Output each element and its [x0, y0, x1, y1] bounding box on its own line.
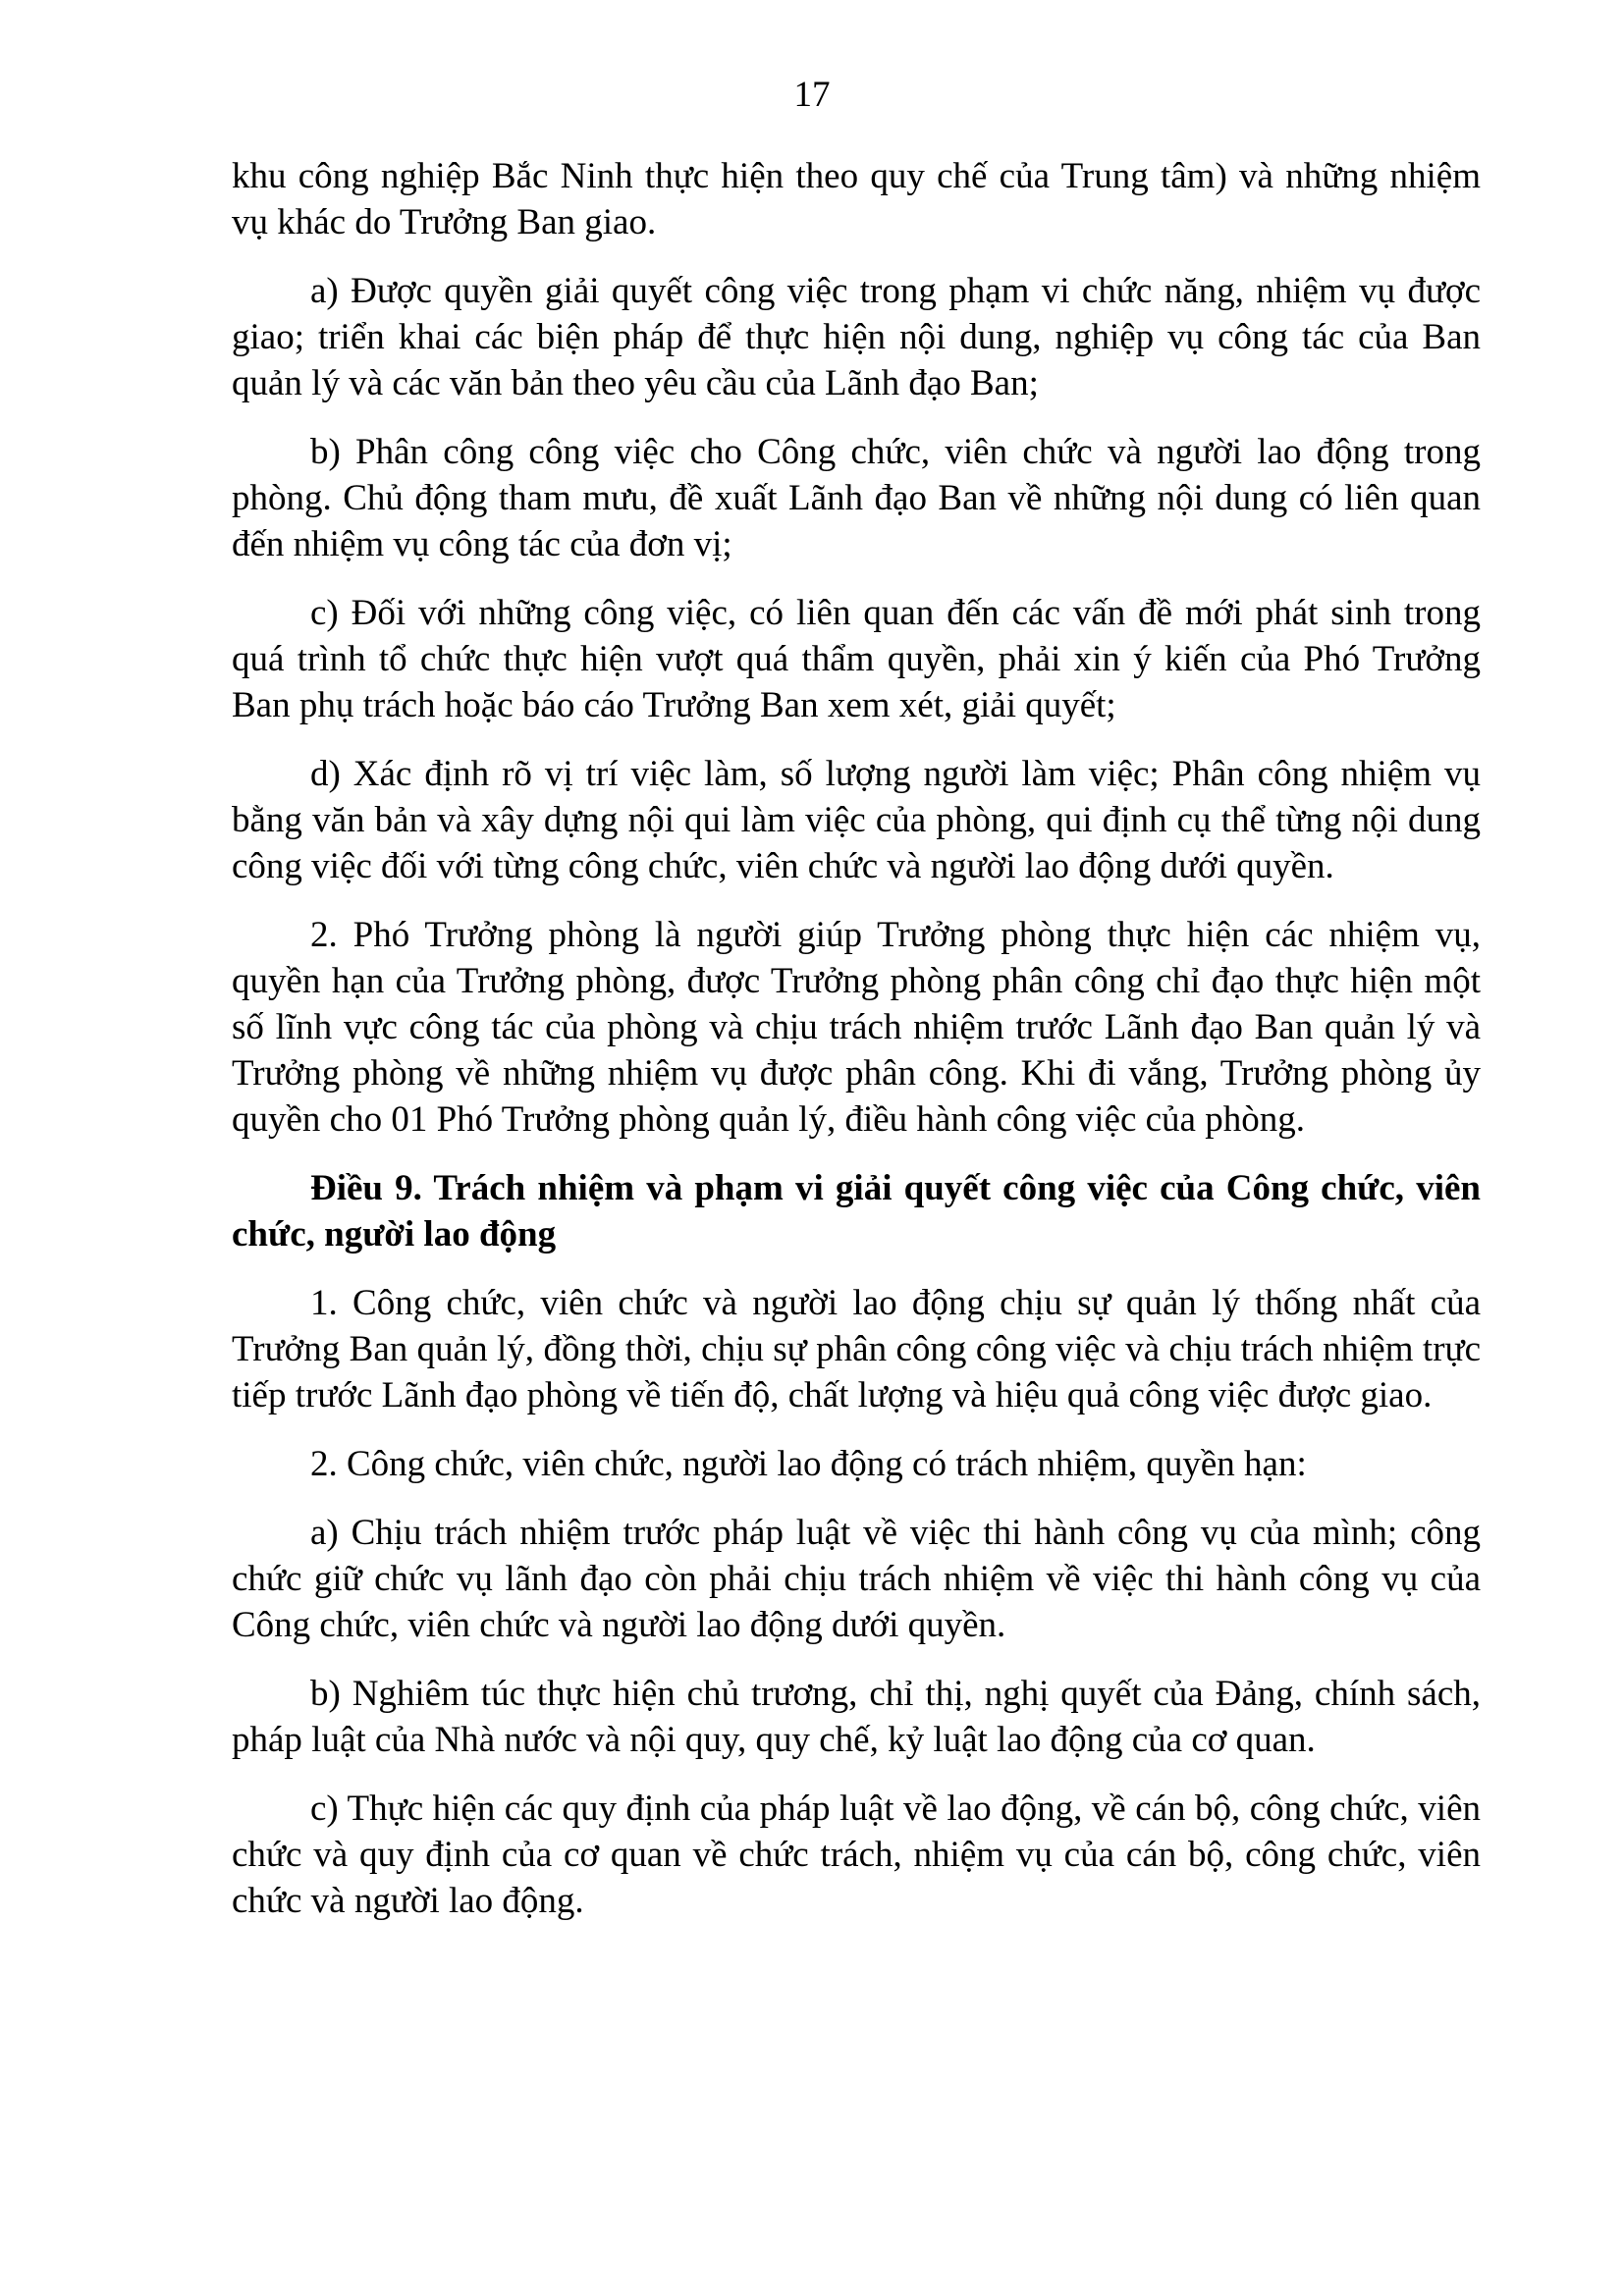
paragraph-item-c: c) Đối với những công việc, có liên quan đến các vấn đề mới phát sinh trong quá trình tổ chức thực hiện vượt quá thẩm quyền, phải xin ý kiến của Phó Trưởng Ban phụ trách hoặc báo cáo Trưởng Ban xem xét, giải quyết;: [232, 593, 1481, 725]
paragraph-clause-2-item-a: a) Chịu trách nhiệm trước pháp luật về việc thi hành công vụ của mình; công chức giữ chức vụ lãnh đạo còn phải chịu trách nhiệm về việc thi hành công vụ của Công chức, viên chức và người lao động dưới quyền.: [232, 1513, 1481, 1645]
document-body: [232, 153, 1481, 1947]
page-number: 17: [793, 75, 831, 115]
paragraph-continuation: khu công nghiệp Bắc Ninh thực hiện theo quy chế của Trung tâm) và những nhiệm vụ khác do Trưởng Ban giao.: [232, 156, 1481, 242]
paragraph-item-b: b) Phân công công việc cho Công chức, viên chức và người lao động trong phòng. Chủ động tham mưu, đề xuất Lãnh đạo Ban về những nội dung có liên quan đến nhiệm vụ công tác của đơn vị;: [232, 432, 1481, 564]
paragraph-deputy-head: 2. Phó Trưởng phòng là người giúp Trưởng phòng thực hiện các nhiệm vụ, quyền hạn của Trưởng phòng, được Trưởng phòng phân công chỉ đạo thực hiện một số lĩnh vực công tác của phòng và chịu trách nhiệm trước Lãnh đạo Ban quản lý và Trưởng phòng về những nhiệm vụ được phân công. Khi đi vắng, Trưởng phòng ủy quyền cho 01 Phó Trưởng phòng quản lý, điều hành công việc của phòng.: [232, 915, 1481, 1140]
paragraph-article-9-clause-1: 1. Công chức, viên chức và người lao động chịu sự quản lý thống nhất của Trưởng Ban quản lý, đồng thời, chịu sự phân công công việc và chịu trách nhiệm trực tiếp trước Lãnh đạo phòng về tiến độ, chất lượng và hiệu quả công việc được giao.: [232, 1283, 1481, 1415]
paragraph-clause-2-item-c: c) Thực hiện các quy định của pháp luật về lao động, về cán bộ, công chức, viên chức và quy định của cơ quan về chức trách, nhiệm vụ của cán bộ, công chức, viên chức và người lao động.: [232, 1789, 1481, 1921]
article-9-heading: Điều 9. Trách nhiệm và phạm vi giải quyết công việc của Công chức, viên chức, người lao động: [232, 1168, 1481, 1255]
paragraph-item-a: a) Được quyền giải quyết công việc trong phạm vi chức năng, nhiệm vụ được giao; triển khai các biện pháp để thực hiện nội dung, nghiệp vụ công tác của Ban quản lý và các văn bản theo yêu cầu của Lãnh đạo Ban;: [232, 271, 1481, 403]
paragraph-article-9-clause-2: 2. Công chức, viên chức, người lao động có trách nhiệm, quyền hạn:: [310, 1444, 1307, 1484]
paragraph-item-d: d) Xác định rõ vị trí việc làm, số lượng người làm việc; Phân công nhiệm vụ bằng văn bản và xây dựng nội qui làm việc của phòng, qui định cụ thể từng nội dung công việc đối với từng công chức, viên chức và người lao động dưới quyền.: [232, 754, 1481, 886]
paragraph-clause-2-item-b: b) Nghiêm túc thực hiện chủ trương, chỉ thị, nghị quyết của Đảng, chính sách, pháp luật của Nhà nước và nội quy, quy chế, kỷ luật lao động của cơ quan.: [232, 1674, 1481, 1760]
